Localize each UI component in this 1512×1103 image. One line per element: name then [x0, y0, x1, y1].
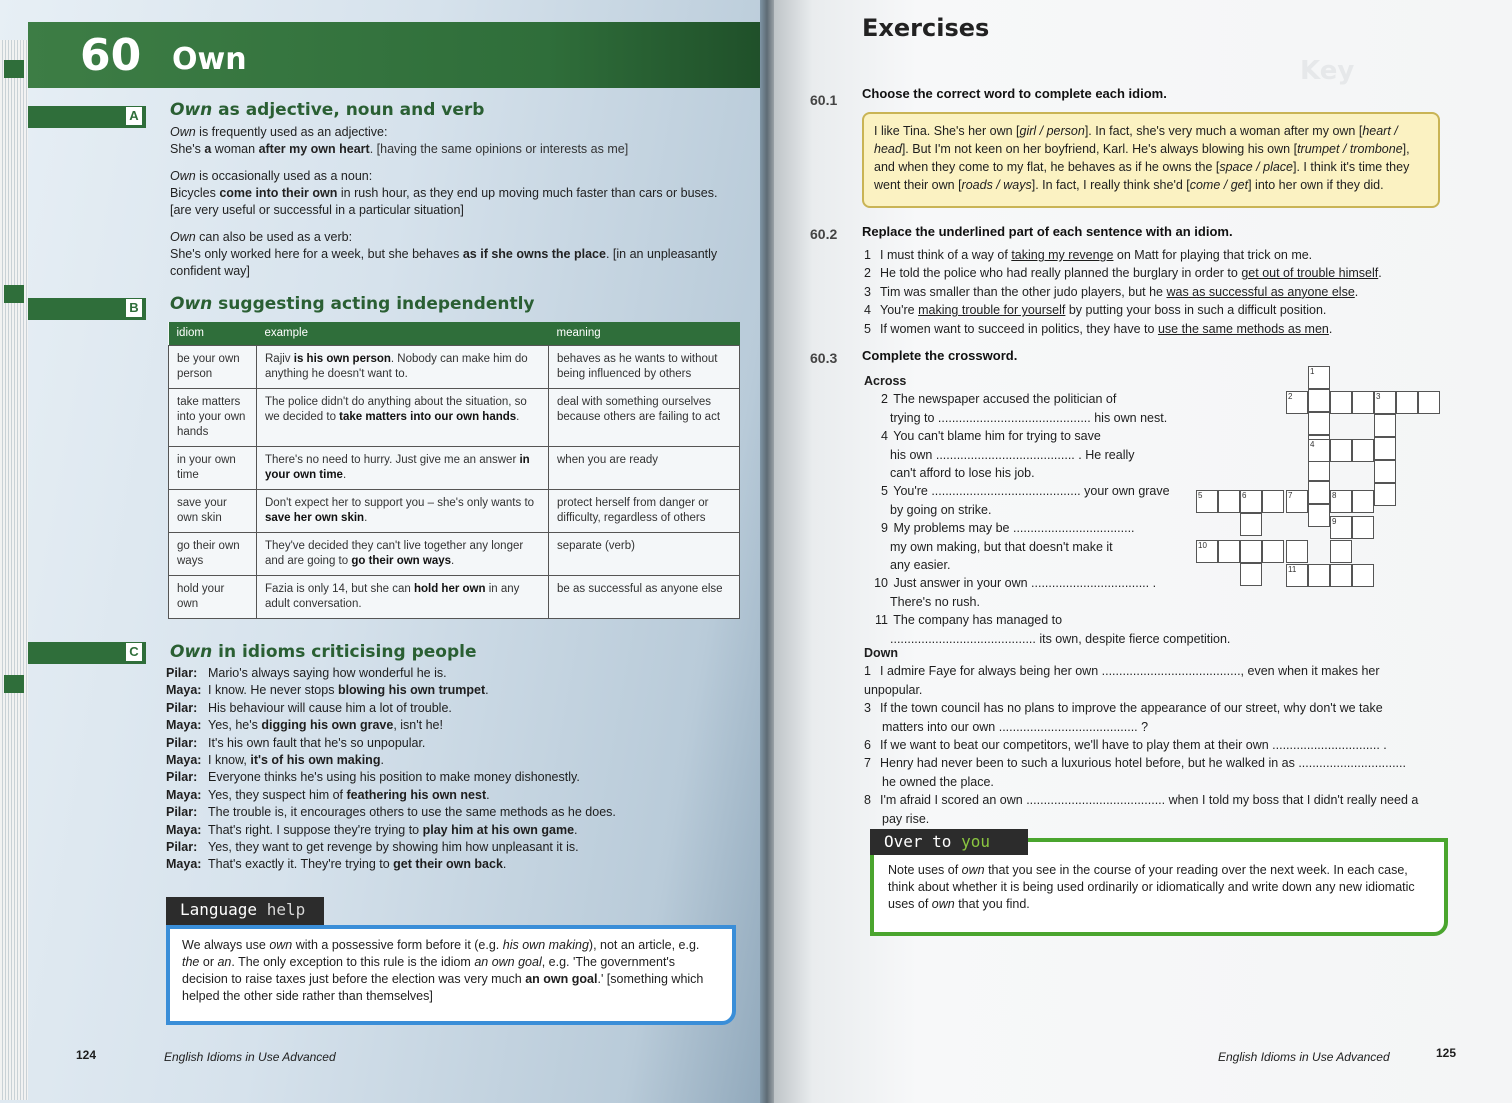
crossword-cell[interactable] — [1396, 391, 1418, 414]
idiom-table — [168, 322, 740, 619]
clue-item: 11 The company has managed to .......................................... its own, despite fierce competition. — [875, 613, 1231, 646]
table-cell-idiom: take matters into your own hands — [169, 389, 257, 447]
list-item: 2 He told the police who had really planned the burglary in order to get out of trouble himself. — [864, 266, 1382, 281]
table-cell-meaning: when you are ready — [549, 447, 740, 490]
dialogue-line: Pilar: His behaviour will cause him a lot of trouble. — [166, 700, 452, 715]
over-to-you-box: Note uses of own that you see in the course of your reading over the next week. In each case, think about whether it is being used ordinarily or idiomatically and write down any new idiomatic uses of own that you find. — [870, 838, 1448, 936]
crossword-cell[interactable] — [1240, 540, 1262, 563]
clue-item: 6 If we want to beat our competitors, we'll have to play them at their own ............................... . — [864, 738, 1387, 753]
table-header-idiom: idiom — [169, 322, 257, 346]
crossword-cell[interactable] — [1262, 540, 1284, 563]
show-through-key: Key — [1300, 56, 1355, 86]
crossword-cell[interactable] — [1218, 490, 1240, 513]
crossword-cell[interactable] — [1262, 490, 1284, 513]
list-item: 1 I must think of a way of taking my revenge on Matt for playing that trick on me. — [864, 248, 1313, 262]
exercise-60-1-text: I like Tina. She's her own [girl / person]. In fact, she's very much a woman after my own [heart / head]. But I'm not keen on her boyfriend, Karl. He's always blowing his own [trumpet / trombone], and when they come to my flat, he behaves as if he owns the [space / place]. I think it's time they went their own [roads / ways]. In fact, I really think she'd [come / get] into her own if they did. — [862, 112, 1440, 208]
table-cell-idiom: save your own skin — [169, 490, 257, 533]
dialogue-line: Maya: I know, it's of his own making. — [166, 753, 384, 768]
edge-tab — [4, 60, 24, 78]
exercise-heading-60-3: Complete the crossword. — [862, 348, 1018, 363]
list-item: 3 Tim was smaller than the other judo players, but he was as successful as anyone else. — [864, 284, 1359, 299]
table-cell-meaning: separate (verb) — [549, 533, 740, 576]
crossword-cell[interactable] — [1240, 563, 1262, 586]
page-number-left: 124 — [76, 1048, 97, 1062]
dialogue-line: Maya: I know. He never stops blowing his own trumpet. — [166, 683, 489, 698]
page-edges — [0, 40, 28, 1100]
clue-item: 9 My problems may be ................................... my own making, but that doesn't make it any easier. — [881, 521, 1135, 573]
dialogue-line: Maya: That's right. I suppose they're trying to play him at his own game. — [166, 822, 578, 837]
crossword-cell[interactable] — [1352, 439, 1374, 462]
clue-item: 4 You can't blame him for trying to save his own ........................................ . He really can't afford to lose his job. — [881, 429, 1135, 481]
section-a-letter: A — [126, 107, 142, 125]
dialogue-line: Pilar: Mario's always saying how wonderful he is. — [166, 666, 447, 680]
table-cell-idiom: hold your own — [169, 576, 257, 619]
list-item: 4 You're making trouble for yourself by putting your boss in such a difficult position. — [864, 303, 1327, 318]
table-cell-meaning: be as successful as anyone else — [549, 576, 740, 619]
dialogue-line: Maya: Yes, he's digging his own grave, isn't he! — [166, 718, 443, 733]
crossword-cell[interactable]: 4 — [1308, 439, 1330, 462]
table-cell-meaning: protect herself from danger or difficulty, regardless of others — [549, 490, 740, 533]
crossword-down-clues — [864, 644, 1434, 828]
over-to-you-tab: Over to you — [870, 829, 1028, 855]
across-label: Across — [864, 374, 907, 388]
clue-item: 7 Henry had never been to such a luxurious hotel before, but he walked in as ............................... he owned the place. — [864, 756, 1406, 789]
exercise-60-2-list — [864, 246, 1444, 338]
crossword-cell[interactable] — [1374, 437, 1396, 460]
crossword-cell[interactable]: 11 — [1286, 564, 1308, 587]
table-cell-idiom: go their own ways — [169, 533, 257, 576]
table-cell-meaning: behaves as he wants to without being influenced by others — [549, 346, 740, 389]
edge-tab — [4, 285, 24, 303]
table-header-meaning: meaning — [549, 322, 740, 346]
section-c-bar — [28, 642, 146, 664]
unit-title: Own — [172, 42, 247, 77]
table-header-example: example — [257, 322, 549, 346]
section-a-title: Own as adjective, noun and verb — [170, 100, 485, 120]
book-gutter — [760, 0, 774, 1103]
table-cell-example: The police didn't do anything about the situation, so we decided to take matters into our own hands. — [257, 389, 549, 447]
crossword-cell[interactable] — [1308, 412, 1330, 435]
crossword-cell[interactable] — [1308, 564, 1330, 587]
crossword-cell[interactable] — [1308, 504, 1330, 527]
unit-number: 60 — [80, 30, 142, 81]
clue-item: 8 I'm afraid I scored an own ........................................ when I told my boss that I didn't really need a pay rise. — [864, 793, 1419, 826]
clue-item: 10 Just answer in your own .................................. . There's no rush. — [874, 576, 1157, 609]
crossword-cell[interactable] — [1352, 391, 1374, 414]
table-row — [169, 490, 740, 533]
table-row — [169, 346, 740, 389]
crossword-cell[interactable] — [1218, 540, 1240, 563]
table-cell-example: There's no need to hurry. Just give me an answer in your own time. — [257, 447, 549, 490]
section-b-letter: B — [126, 299, 142, 317]
clue-item: 2 The newspaper accused the politician of trying to ............................................ his own nest. — [881, 392, 1168, 425]
crossword-cell[interactable]: 10 — [1196, 540, 1218, 563]
table-cell-example: Rajiv is his own person. Nobody can make him do anything he doesn't want to. — [257, 346, 549, 389]
table-row — [169, 576, 740, 619]
exercise-number-60-2: 60.2 — [810, 226, 838, 242]
crossword-cell[interactable] — [1374, 483, 1396, 506]
crossword-cell[interactable] — [1418, 391, 1440, 414]
crossword-cell[interactable] — [1352, 516, 1374, 539]
crossword-cell[interactable] — [1330, 391, 1352, 414]
crossword-cell[interactable] — [1308, 481, 1330, 504]
crossword-cell[interactable] — [1240, 513, 1262, 536]
dialogue-line: Pilar: Yes, they want to get revenge by showing him how unpleasant it is. — [166, 840, 579, 855]
table-row — [169, 533, 740, 576]
crossword-cell[interactable] — [1374, 414, 1396, 437]
crossword-cell[interactable]: 3 — [1374, 391, 1396, 414]
clue-item: 5 You're ........................................... your own grave by going on strike. — [881, 484, 1170, 517]
clue-item: 1 I admire Faye for always being her own ........................................, even when it makes her unpopular. — [864, 664, 1380, 697]
crossword-cell[interactable] — [1352, 564, 1374, 587]
dialogue-line: Pilar: It's his own fault that he's so unpopular. — [166, 735, 426, 750]
crossword-cell[interactable] — [1330, 439, 1352, 462]
section-c-title: Own in idioms criticising people — [170, 642, 477, 662]
table-row — [169, 447, 740, 490]
dialogue-line: Maya: That's exactly it. They're trying to get their own back. — [166, 857, 507, 872]
dialogue-line: Pilar: The trouble is, it encourages others to use the same methods as he does. — [166, 805, 616, 820]
crossword-cell[interactable]: 1 — [1308, 366, 1330, 389]
language-help-box: We always use own with a possessive form before it (e.g. his own making), not an article, e.g. the or an. The only exception to this rule is the idiom an own goal, e.g. 'The government's decision to raise taxes just before the election was very much an own goal.' [something which helped the other side rather than themselves] — [166, 925, 736, 1025]
page-number-right: 125 — [1436, 1046, 1457, 1060]
table-cell-example: Fazia is only 14, but she can hold her own in any adult conversation. — [257, 576, 549, 619]
section-c-letter: C — [126, 643, 142, 661]
exercise-number-60-1: 60.1 — [810, 92, 838, 108]
crossword-cell[interactable] — [1330, 540, 1352, 563]
table-cell-example: Don't expect her to support you – she's only wants to save her own skin. — [257, 490, 549, 533]
crossword-cell[interactable]: 2 — [1286, 391, 1308, 414]
list-item: 5 If women want to succeed in politics, they have to use the same methods as men. — [864, 321, 1333, 336]
section-a-bar — [28, 106, 146, 128]
crossword-grid — [1196, 366, 1456, 596]
table-cell-idiom: in your own time — [169, 447, 257, 490]
book-title-right: English Idioms in Use Advanced — [1218, 1050, 1390, 1064]
exercise-number-60-3: 60.3 — [810, 350, 838, 366]
exercise-heading-60-2: Replace the underlined part of each sentence with an idiom. — [862, 224, 1233, 239]
crossword-cell[interactable] — [1286, 540, 1308, 563]
book-title-left: English Idioms in Use Advanced — [164, 1050, 336, 1064]
table-cell-meaning: deal with something ourselves because others are failing to act — [549, 389, 740, 447]
table-cell-idiom: be your own person — [169, 346, 257, 389]
down-label: Down — [864, 646, 899, 660]
crossword-cell[interactable]: 9 — [1330, 516, 1352, 539]
section-a-body: Own is frequently used as an adjective: She's a woman after my own heart. [having the same opinions or interests as me] Own is occasionally used as a noun: Bicycles come into their own in rush hour, as they end up moving much faster than cars or buses. [are very useful or successful in a particular situation] Own can also be used as a verb: She's only worked here for a week, but she behaves as if she owns the place. [in an unpleasantly confident way] — [170, 125, 718, 278]
crossword-cell[interactable] — [1308, 389, 1330, 412]
dialogue-line: Pilar: Everyone thinks he's using his position to make money dishonestly. — [166, 770, 580, 785]
exercise-heading-60-1: Choose the correct word to complete each idiom. — [862, 86, 1167, 101]
exercises-title: Exercises — [862, 14, 990, 42]
table-cell-example: They've decided they can't live together any longer and are going to go their own ways. — [257, 533, 549, 576]
clue-item: 3 If the town council has no plans to improve the appearance of our street, why don't we take matters into our own ........................................ ? — [864, 701, 1383, 734]
section-b-title: Own suggesting acting independently — [170, 294, 535, 314]
section-b-bar — [28, 298, 146, 320]
crossword-cell[interactable] — [1352, 490, 1374, 513]
dialogue-line: Maya: Yes, they suspect him of feathering his own nest. — [166, 787, 490, 802]
crossword-cell[interactable]: 8 — [1330, 490, 1352, 513]
crossword-cell[interactable]: 6 — [1240, 490, 1262, 513]
crossword-across-clues — [864, 372, 1231, 648]
crossword-cell[interactable] — [1374, 460, 1396, 483]
table-row — [169, 389, 740, 447]
dialogue — [166, 665, 646, 874]
edge-tab — [4, 675, 24, 693]
language-help-tab: Language help — [166, 897, 324, 925]
crossword-cell[interactable]: 7 — [1286, 490, 1308, 513]
crossword-cell[interactable]: 5 — [1196, 490, 1218, 513]
crossword-cell[interactable] — [1330, 564, 1352, 587]
